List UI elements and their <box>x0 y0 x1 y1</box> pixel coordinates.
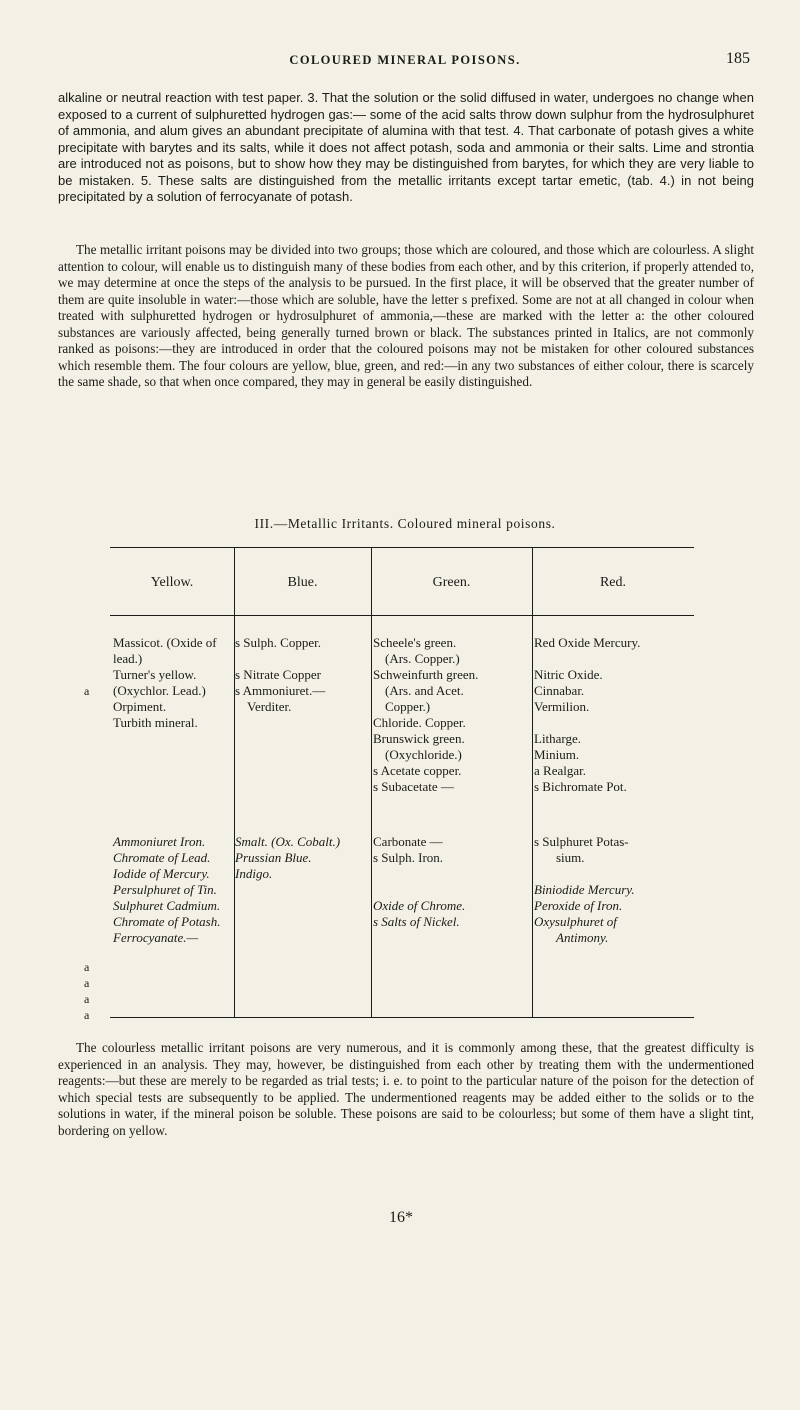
yellow-entry: Ferrocyanate.— <box>113 930 199 945</box>
column-header-green: Green. <box>432 575 471 590</box>
blue-entry: Indigo. <box>235 866 273 881</box>
green-entry: Oxide of Chrome. <box>373 898 466 913</box>
column-rule-1 <box>234 547 235 1017</box>
green-entry: Copper.) <box>385 699 431 714</box>
blue-entry: Smalt. (Ox. Cobalt.) <box>235 834 341 849</box>
table-header-rule <box>110 615 694 616</box>
column-header-red: Red. <box>599 575 627 590</box>
column-header-yellow: Yellow. <box>150 575 194 590</box>
red-entry: Nitric Oxide. <box>534 667 603 682</box>
red-entry: s Bichromate Pot. <box>534 779 627 794</box>
yellow-entry: Chromate of Potash. <box>113 914 221 929</box>
green-entry: Scheele's green. <box>373 635 457 650</box>
column-rule-3 <box>532 547 533 1017</box>
green-entry: s Salts of Nickel. <box>373 914 460 929</box>
marker-a: a <box>84 684 90 698</box>
yellow-entry: Turbith mineral. <box>113 715 198 730</box>
blue-entry: s Ammoniuret.— <box>235 683 326 698</box>
table-title: III.—Metallic Irritants. Coloured mineral poisons. <box>254 516 556 531</box>
red-entry: Cinnabar. <box>534 683 585 698</box>
green-entry: Carbonate — <box>373 834 443 849</box>
green-entry: (Ars. Copper.) <box>385 651 460 666</box>
green-entry: (Oxychloride.) <box>385 747 462 762</box>
marker-a: a <box>84 976 90 990</box>
column-header-blue: Blue. <box>287 575 318 590</box>
red-entry: s Sulphuret Potas- <box>534 834 629 849</box>
page-header <box>60 50 750 74</box>
red-entry: Litharge. <box>534 731 582 746</box>
paragraph-2: The metallic irritant poisons may be divided into two groups; those which are coloured, and those which are colourless. A slight attention to colour, will enable us to distinguish many of these bodies from each other, and by this criterion, if properly attended to, we may determine at once the steps of the analysis to be pursued. In the first place, it will be observed that the greater number of them are quite insoluble in water:—those which are soluble, have the letter s prefixed. Some are not at all changed in colour when treated with sulphuretted hydrogen or hydrosulphuret of ammonia,—these are marked with the letter a: the other coloured substances are variously affected, being generally turned brown or black. The substances printed in Italics, are not commonly ranked as poisons:—they are introduced in order that the coloured poisons may not be mistaken for other coloured substances which resemble them. The four colours are yellow, blue, green, and red:—in any two substances of either colour, there is scarcely the same shade, so that when once compared, they may in general be easily distinguished. <box>58 242 754 389</box>
green-entry: Brunswick green. <box>373 731 465 746</box>
red-entry: sium. <box>556 850 585 865</box>
red-entry: Biniodide Mercury. <box>534 882 635 897</box>
yellow-entry: Massicot. (Oxide of <box>113 635 217 650</box>
red-entry: Red Oxide Mercury. <box>534 635 641 650</box>
paragraph-1: alkaline or neutral reaction with test paper. 3. That the solution or the solid diffused in water, undergoes no change when exposed to a current of sulphuretted hydrogen gas:— some of the acid salts throw down sulphur from the hydrosulphuret of ammonia, and alum gives an abundant precipitate of alumina with that test. 4. That carbonate of potash gives a white precipitate with barytes and its salts, while it does not affect potash, soda and ammonia or their salts. Lime and strontia are introduced not as poisons, but to show how they may be distinguished from barytes, for which they are very liable to be mistaken. 5. These salts are distinguished from the metallic irritants except tartar emetic, (tab. 4.) in not being precipitated by a solution of ferrocyanate of potash. <box>58 90 754 204</box>
yellow-entry: Sulphuret Cadmium. <box>113 898 221 913</box>
yellow-entry: Chromate of Lead. <box>113 850 211 865</box>
red-entry: Vermilion. <box>534 699 590 714</box>
green-entry: Schweinfurth green. <box>373 667 479 682</box>
blue-entry: s Sulph. Copper. <box>235 635 321 650</box>
column-rule-2 <box>371 547 372 1017</box>
red-entry: Oxysulphuret of <box>534 914 617 929</box>
yellow-entry: (Oxychlor. Lead.) <box>113 683 206 698</box>
blue-entry: s Nitrate Copper <box>235 667 321 682</box>
signature-mark: 16* <box>389 1209 413 1226</box>
yellow-entry: Persulphuret of Tin. <box>113 882 217 897</box>
paragraph-3: The colourless metallic irritant poisons are very numerous, and it is commonly among these, that the greatest difficulty is experienced in an analysis. They may, however, be distinguished from each other by treating them with the undermentioned reagents:—but these are merely to be regarded as trial tests; i. e. to point to the particular nature of the poison for the detection of which special tests are subsequently to be applied. The undermentioned reagents may be added either to the solids or to the solutions in water, if the mineral poison be soluble. These poisons are said to be colourless; but some of them have a slight tint, bordering on yellow. <box>58 1040 754 1138</box>
coloured-poisons-table <box>84 543 694 1021</box>
blue-entry: Verditer. <box>247 699 292 714</box>
red-entry: a Realgar. <box>534 763 586 778</box>
running-head: COLOURED MINERAL POISONS. <box>289 53 521 67</box>
table-top-rule <box>110 547 694 548</box>
green-entry: (Ars. and Acet. <box>385 683 464 698</box>
green-entry: s Sulph. Iron. <box>373 850 444 865</box>
red-entry: Minium. <box>534 747 580 762</box>
marker-a: a <box>84 960 90 974</box>
marker-a: a <box>84 992 90 1006</box>
yellow-entry: Iodide of Mercury. <box>113 866 210 881</box>
blue-entry: Prussian Blue. <box>235 850 312 865</box>
red-entry: Peroxide of Iron. <box>534 898 623 913</box>
green-entry: s Acetate copper. <box>373 763 462 778</box>
table-bottom-rule <box>110 1017 694 1018</box>
yellow-entry: Ammoniuret Iron. <box>113 834 206 849</box>
green-entry: Chloride. Copper. <box>373 715 466 730</box>
marker-a: a <box>84 1008 90 1022</box>
page-number: 185 <box>726 50 750 67</box>
yellow-entry: Orpiment. <box>113 699 167 714</box>
red-entry: Antimony. <box>556 930 609 945</box>
yellow-entry: lead.) <box>113 651 143 666</box>
yellow-entry: Turner's yellow. <box>113 667 197 682</box>
green-entry: s Subacetate — <box>373 779 454 794</box>
